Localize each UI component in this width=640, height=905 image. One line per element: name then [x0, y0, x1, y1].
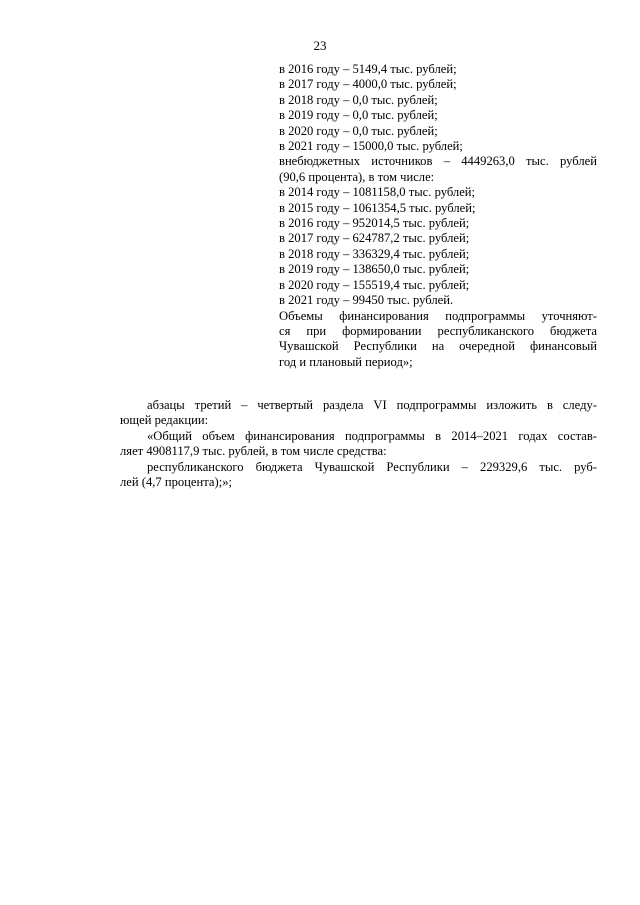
- text-line: в 2020 году – 0,0 тыс. рублей;: [279, 123, 438, 138]
- text-line: в 2020 году – 155519,4 тыс. рублей;: [279, 277, 470, 292]
- text-line: в 2019 году – 0,0 тыс. рублей;: [279, 108, 438, 123]
- text-line: в 2017 году – 624787,2 тыс. рублей;: [279, 231, 470, 246]
- text-line: республиканского бюджета Чувашской Республики – 229329,6 тыс. руб-: [147, 459, 597, 474]
- text-line: внебюджетных источников – 4449263,0 тыс. рублей: [279, 154, 597, 169]
- text-line: ющей редакции:: [120, 413, 209, 428]
- text-line: лей (4,7 процента);»;: [120, 475, 232, 490]
- text-line: в 2021 году – 99450 тыс. рублей.: [279, 293, 454, 308]
- text-line: в 2021 году – 15000,0 тыс. рублей;: [279, 139, 463, 154]
- text-line: Объемы финансирования подпрограммы уточняют-: [279, 308, 597, 323]
- text-line: в 2017 году – 4000,0 тыс. рублей;: [279, 77, 457, 92]
- right-column-text: [279, 62, 597, 370]
- text-line: в 2015 году – 1061354,5 тыс. рублей;: [279, 200, 476, 215]
- text-line: Чувашской Республики на очередной финансовый: [279, 339, 597, 354]
- text-line: в 2019 году – 138650,0 тыс. рублей;: [279, 262, 470, 277]
- text-line: (90,6 процента), в том числе:: [279, 169, 435, 184]
- text-line: год и плановый период»;: [279, 354, 413, 369]
- text-line: ляет 4908117,9 тыс. рублей, в том числе средства:: [120, 444, 387, 459]
- text-line: в 2016 году – 952014,5 тыс. рублей;: [279, 216, 470, 231]
- page-number: 23: [313, 38, 327, 53]
- text-line: в 2016 году – 5149,4 тыс. рублей;: [279, 62, 457, 76]
- text-line: абзацы третий – четвертый раздела VI подпрограммы изложить в следу-: [147, 398, 597, 412]
- text-line: в 2014 году – 1081158,0 тыс. рублей;: [279, 185, 476, 200]
- text-line: в 2018 году – 0,0 тыс. рублей;: [279, 92, 438, 107]
- text-line: ся при формировании республиканского бюджета: [279, 323, 597, 338]
- text-line: «Общий объем финансирования подпрограммы в 2014–2021 годах состав-: [147, 428, 597, 443]
- text-line: в 2018 году – 336329,4 тыс. рублей;: [279, 246, 470, 261]
- body-text: [120, 398, 597, 490]
